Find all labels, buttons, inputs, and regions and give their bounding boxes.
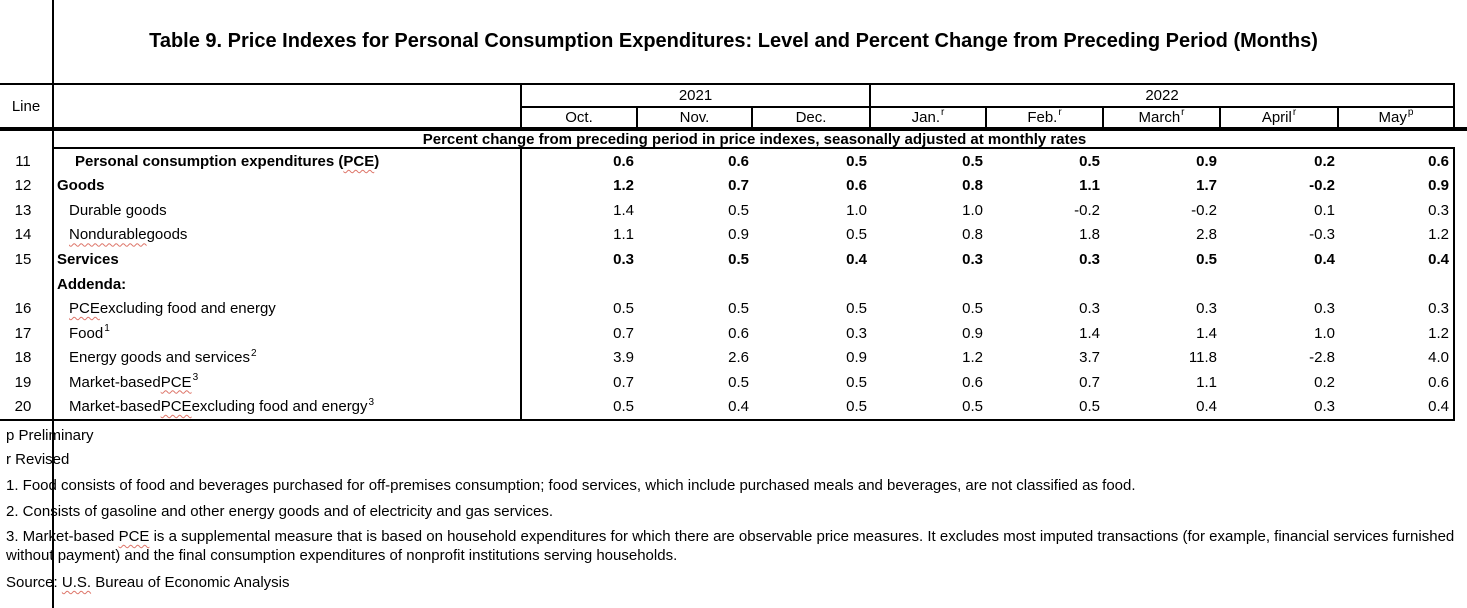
text-fragment: Bureau of Economic Analysis [91, 574, 290, 591]
year-header-2021: 2021 [522, 85, 871, 108]
row-label [54, 223, 522, 248]
misspelled-word: U.S. [61, 574, 92, 591]
value-cell: 0.7 [613, 373, 634, 391]
month-header-nov [638, 108, 753, 127]
value-cell: 0.3 [613, 250, 634, 268]
value-cell: 0.2 [1314, 152, 1335, 170]
text-fragment: Goods [57, 177, 105, 195]
line-number: 14 [0, 223, 54, 248]
row-label [54, 272, 522, 297]
value-cell: 1.2 [613, 177, 634, 195]
text-fragment: excluding food and energy [191, 398, 368, 416]
text-fragment: Market-based [69, 373, 161, 391]
value-cell: -0.2 [1309, 177, 1335, 195]
value-cell: 11.8 [1188, 349, 1217, 367]
value-cell: 1.4 [1079, 324, 1100, 342]
month-header-dec [753, 108, 871, 127]
value-cell [871, 272, 987, 297]
value-cell: 1.4 [613, 201, 634, 219]
value-cell: 0.3 [1314, 398, 1335, 416]
value-cell: 0.9 [728, 226, 749, 244]
row-label [54, 247, 522, 272]
value-cell: 1.1 [613, 226, 634, 244]
month-header-oct [522, 108, 638, 127]
row-label: Market-based PCE $^3$ [54, 370, 522, 395]
row-label [54, 174, 522, 199]
value-cell: -0.3 [1309, 226, 1335, 244]
month-label: Jan. [911, 108, 940, 126]
value-cell: 0.5 [846, 226, 867, 244]
value-cell: 0.3 [1079, 250, 1100, 268]
text-fragment: Durable goods [69, 201, 167, 219]
value-cell: 1.1 [1079, 177, 1100, 195]
value-cell: 2.8 [1196, 226, 1217, 244]
value-cell: 1.4 [1196, 324, 1217, 342]
value-cell: 2.6 [728, 349, 749, 367]
value-cell: 0.5 [962, 300, 983, 318]
footnote [6, 476, 1458, 495]
table-title: Table 9. Price Indexes for Personal Consumption Expenditures: Level and Percent Change from Preceding Period (Months) [149, 30, 1318, 52]
footnotes [6, 422, 1458, 592]
value-cell [1339, 272, 1455, 297]
year-header-2022: 2022 [871, 85, 1455, 108]
footnote [6, 426, 1458, 445]
month-header-jan: Jan. $^r$ [871, 108, 987, 127]
value-cell: 0.5 [1079, 398, 1100, 416]
text-fragment: Food [69, 324, 104, 342]
value-cell [522, 272, 638, 297]
value-cell: 0.9 [846, 349, 867, 367]
value-cell: 0.4 [846, 250, 867, 268]
month-label: Feb. [1027, 108, 1058, 126]
value-cell: 1.7 [1196, 177, 1217, 195]
value-cell: 1.2 [962, 349, 983, 367]
value-cell: 3.7 [1079, 349, 1100, 367]
value-cell: 1.1 [1196, 373, 1217, 391]
value-cell: 0.4 [1314, 250, 1335, 268]
text-fragment: Services [57, 250, 119, 268]
value-cell: 0.4 [1196, 398, 1217, 416]
value-cell: 0.5 [846, 398, 867, 416]
value-cell: 0.6 [728, 324, 749, 342]
value-cell: 0.6 [962, 373, 983, 391]
footnote [6, 450, 1458, 469]
text-fragment: Addenda: [57, 275, 127, 293]
text-fragment: Market-based [69, 398, 161, 416]
value-cell: 0.6 [846, 177, 867, 195]
value-cell: 0.6 [1339, 149, 1455, 174]
value-cell: -0.2 [1074, 201, 1100, 219]
value-cell: 0.3 [1196, 300, 1217, 318]
value-cell: 0.4 [728, 398, 749, 416]
value-cell: 4.0 [1339, 345, 1455, 370]
footnote [6, 502, 1458, 521]
value-cell: 0.5 [962, 398, 983, 416]
text-fragment: 1. Food consists of food and beverages purchased for off-premises consumption; food services, which include purchased meals and beverages, are not classified as food. [6, 477, 1136, 494]
value-cell [753, 272, 871, 297]
row-label-column-header [54, 85, 522, 127]
line-number: 20 [0, 394, 54, 419]
value-cell [987, 272, 1104, 297]
line-number: 11 [0, 149, 54, 174]
value-cell [638, 272, 753, 297]
value-cell: 0.8 [962, 177, 983, 195]
misspelled-word: Nondurable [69, 226, 147, 244]
line-number: 18 [0, 345, 54, 370]
value-cell: -0.2 [1191, 201, 1217, 219]
value-cell: 0.5 [613, 398, 634, 416]
value-cell: 0.3 [1314, 300, 1335, 318]
footnote [6, 527, 1458, 565]
month-header-may: May $^p$ [1339, 108, 1455, 127]
value-cell: 0.6 [1339, 370, 1455, 395]
text-fragment: Energy goods and services [69, 349, 250, 367]
text-fragment: Source: [6, 574, 62, 591]
misspelled-word: PCE [160, 398, 192, 416]
line-number: 15 [0, 247, 54, 272]
value-cell: 0.4 [1339, 247, 1455, 272]
row-label [54, 296, 522, 321]
value-cell: 0.6 [728, 152, 749, 170]
value-cell: 0.7 [1079, 373, 1100, 391]
value-cell: 0.6 [613, 152, 634, 170]
value-cell: 0.9 [962, 324, 983, 342]
month-header-april: April $^r$ [1221, 108, 1339, 127]
line-number: 19 [0, 370, 54, 395]
value-cell: 0.5 [728, 201, 749, 219]
value-cell: 0.5 [846, 300, 867, 318]
text-fragment: ) [374, 152, 380, 170]
month-label: March [1138, 108, 1181, 126]
value-cell [1221, 272, 1339, 297]
misspelled-word: PCE [69, 300, 100, 318]
value-cell: 0.5 [728, 300, 749, 318]
line-number [0, 272, 54, 297]
value-cell: 1.2 [1339, 321, 1455, 346]
value-cell: 0.4 [1339, 394, 1455, 419]
value-cell: 0.5 [846, 373, 867, 391]
row-label [54, 198, 522, 223]
table-header [0, 83, 1455, 127]
text-fragment: 3. Market-based [6, 528, 119, 545]
value-cell: 0.1 [1314, 201, 1335, 219]
text-fragment: r Revised [6, 451, 70, 468]
value-cell: 0.3 [846, 324, 867, 342]
value-cell: 0.7 [613, 324, 634, 342]
value-cell: 0.9 [1196, 152, 1217, 170]
value-cell: 1.0 [962, 201, 983, 219]
value-cell: 1.0 [846, 201, 867, 219]
value-cell: 0.3 [1339, 198, 1455, 223]
value-cell: 1.8 [1079, 226, 1100, 244]
row-label: Energy goods and services $^2$ [54, 345, 522, 370]
value-cell: 0.2 [1314, 373, 1335, 391]
line-number: 16 [0, 296, 54, 321]
section-banner: Percent change from preceding period in price indexes, seasonally adjusted at monthly rates [54, 131, 1455, 149]
value-cell: 0.5 [846, 152, 867, 170]
value-cell: 1.2 [1339, 223, 1455, 248]
row-label [54, 149, 522, 174]
text-fragment: excluding food and energy [99, 300, 276, 318]
row-label: Food $^1$ [54, 321, 522, 346]
misspelled-word: PCE [160, 373, 192, 391]
month-label: Oct. [565, 108, 593, 126]
value-cell: 1.0 [1314, 324, 1335, 342]
month-label: Nov. [679, 108, 710, 126]
misspelled-word: PCE [343, 152, 375, 170]
value-cell: 0.5 [962, 152, 983, 170]
value-cell: 0.3 [1339, 296, 1455, 321]
value-cell: 0.5 [613, 300, 634, 318]
value-cell: 0.5 [728, 373, 749, 391]
value-cell: 0.5 [1196, 250, 1217, 268]
line-number: 12 [0, 174, 54, 199]
value-cell: 0.8 [962, 226, 983, 244]
value-cell: 0.5 [1079, 152, 1100, 170]
value-cell: 0.3 [962, 250, 983, 268]
text-fragment: 2. Consists of gasoline and other energy goods and of electricity and gas services. [6, 503, 553, 520]
value-cell: 0.5 [728, 250, 749, 268]
row-label: Market-based PCE excluding food and energy $^3$ [54, 394, 522, 419]
line-number: 13 [0, 198, 54, 223]
text-fragment: is a supplemental measure that is based on household expenditures for which there are observable price measures. It excludes most imputed transactions (for example, financial services furnished without payment) and the final consumption expenditures of nonprofit institutions serving households. [6, 528, 1455, 564]
line-column-header: Line [0, 85, 54, 127]
value-cell: 0.7 [728, 177, 749, 195]
value-cell: 3.9 [613, 349, 634, 367]
misspelled-word: PCE [118, 528, 150, 545]
text-fragment: p Preliminary [6, 427, 94, 444]
source-note [6, 573, 1458, 592]
text-fragment: Personal consumption expenditures ( [75, 152, 344, 170]
month-label: May [1378, 108, 1407, 126]
month-label: Dec. [795, 108, 827, 126]
table-body [0, 149, 1455, 421]
line-number: 17 [0, 321, 54, 346]
month-header-feb: Feb. $^r$ [987, 108, 1104, 127]
month-label: April [1261, 108, 1292, 126]
text-fragment: goods [146, 226, 188, 244]
value-cell: 0.9 [1339, 174, 1455, 199]
value-cell: -2.8 [1309, 349, 1335, 367]
value-cell [1104, 272, 1221, 297]
month-header-march: March $^r$ [1104, 108, 1221, 127]
value-cell: 0.3 [1079, 300, 1100, 318]
